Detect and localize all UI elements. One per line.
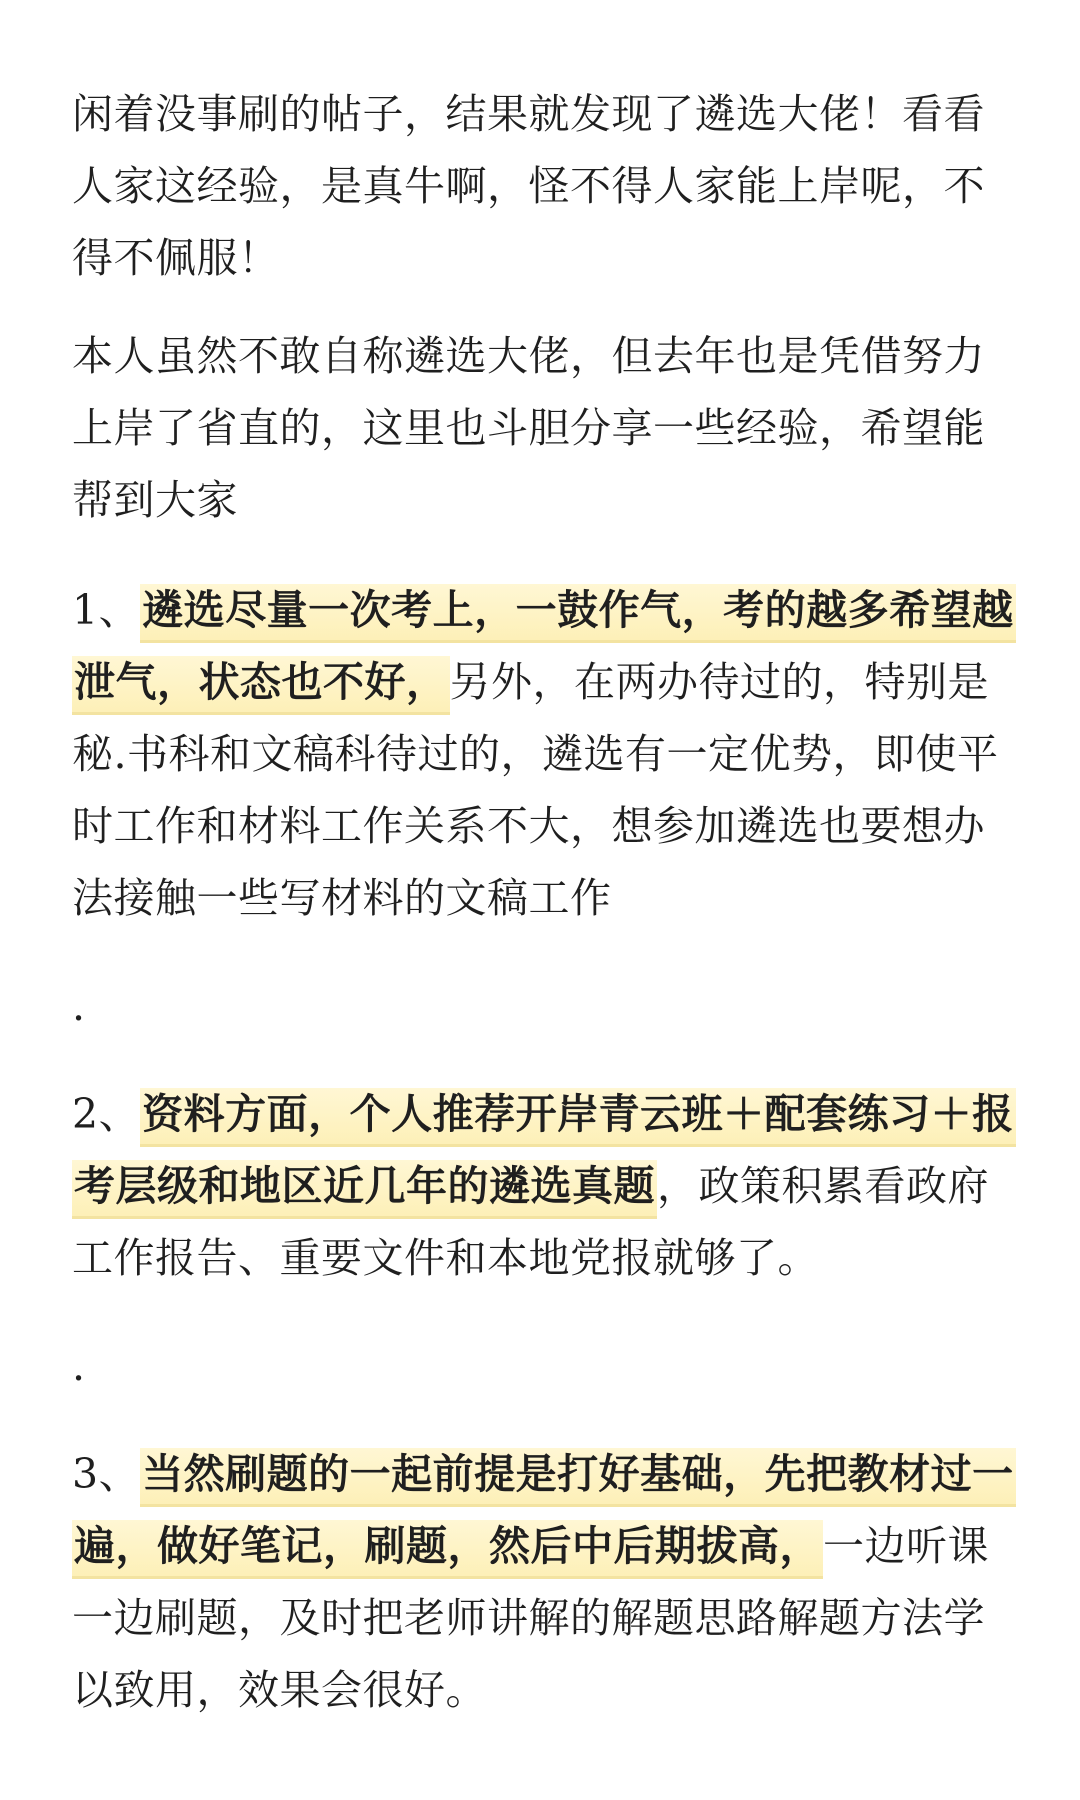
tip-2-number: 2、 [72,1090,141,1138]
tip-2-text: ，政策积累看政府工作报告、重要文件和本地党报就够了。 [72,1162,989,1282]
tip-1-highlight: 遴选尽量一次考上，一鼓作气，考的越多希望越泄气，状态也不好， [72,584,1016,712]
tip-1-text: 另外，在两办待过的，特别是秘.书科和文稿科待过的，遴选有一定优势，即使平时工作和材料工作关系不大，想参加遴选也要想办法接触一些写材料的文稿工作 [72,658,999,922]
tip-3-highlight: 当然刷题的一起前提是打好基础，先把教材过一遍，做好笔记，刷题，然后中后期拔高， [72,1448,1016,1576]
tip-1-paragraph [72,574,1020,934]
separator-dot-2: . [72,1342,86,1390]
tip-1-number: 1、 [72,586,141,634]
tip-2-paragraph [72,1078,1020,1294]
self-intro-paragraph: 本人虽然不敢自称遴选大佬，但去年也是凭借努力上岸了省直的，这里也斗胆分享一些经验，希望能帮到大家 [72,332,985,524]
intro-paragraph: 闲着没事刷的帖子，结果就发现了遴选大佬！看看人家这经验，是真牛啊，怪不得人家能上岸呢，不得不佩服！ [72,90,985,282]
tip-3-text: 一边听课一边刷题，及时把老师讲解的解题思路解题方法学以致用，效果会很好。 [72,1522,989,1714]
tip-3-number: 3、 [72,1450,141,1498]
tip-2-highlight: 资料方面，个人推荐开岸青云班＋配套练习＋报考层级和地区近几年的遴选真题 [72,1088,1016,1216]
separator-dot-1: . [72,982,86,1030]
tip-3-paragraph [72,1438,1020,1726]
